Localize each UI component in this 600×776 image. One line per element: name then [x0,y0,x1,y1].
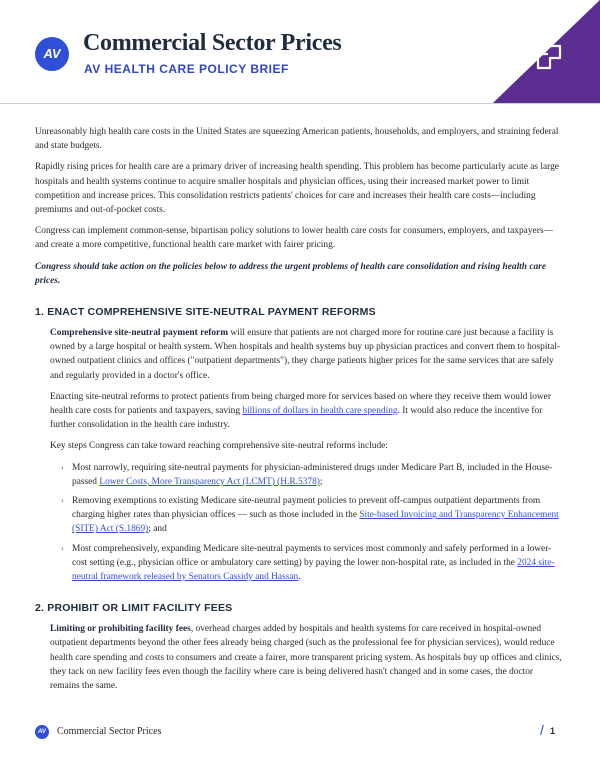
intro-paragraph-3: Congress can implement common-sense, bipartisan policy solutions to lower health care costs for consumers, employers, and taxpayers—and create a more competitive, functional health care market with fairer pricing. [35,226,553,251]
section-1-heading: 1. ENACT COMPREHENSIVE SITE-NEUTRAL PAYMENT REFORMS [35,306,376,319]
bullet-2-post: ; and [148,524,167,535]
footer-slash: / [540,722,544,738]
section-1-p2-pre: Enacting site-neutral reforms to protect patients from being charged more for services based on where they receive them would lower health care costs for patients and taxpayers, saving [50,391,551,417]
bullet-2-pre: Removing exemptions to existing Medicare site-neutral payment policies to prevent off-campus outpatient departments from charging higher rates than physician offices — such as those included in the [72,496,541,521]
site-act-link[interactable]: Site-based Invoicing and Transparency Enhancement (SITE) Act (S.1869) [72,510,559,535]
list-item [61,461,565,489]
chevron-right-icon: › [61,543,64,553]
section-1-paragraph-2 [35,390,565,433]
section-1-paragraph-1 [35,326,565,383]
page-number: 1 [550,726,556,736]
document-subtitle: AV HEALTH CARE POLICY BRIEF [84,62,289,76]
section-2-heading: 2. PROHIBIT OR LIMIT FACILITY FEES [35,602,233,615]
section-1-paragraph-3: Key steps Congress can take toward reaching comprehensive site-neutral reforms include: [50,441,388,452]
footer-av-logo: AV [35,725,49,739]
bullet-1-post: ; [319,476,323,487]
lcmt-act-link[interactable]: Lower Costs, More Transparency Act (LCMT) (H.R.5378) [99,476,320,487]
bullet-1-pre: Most narrowly, requiring site-neutral payments for physician-administered drugs under Medicare Part B, included in the House-passed [72,462,553,487]
list-item [61,494,565,537]
intro-paragraph-1: Unreasonably high health care costs in the United States are squeezing American patients, households, and employers, and straining federal and state budgets. [35,127,559,152]
section-2-bold-lead: Limiting or prohibiting facility fees [50,624,191,635]
billions-link[interactable]: billions of dollars in health care spending [242,406,398,417]
page-header [0,0,600,104]
section-2-paragraph-1 [35,622,565,693]
document-title: Commercial Sector Prices [83,30,342,56]
section-1-p1-text: will ensure that patients are not charged more for routine care just because a facility is owned by a large hospital or health system. When hospitals and health systems buy up physician practices and convert them to hospital-owned outpatient clinics and offices ("outpatient departments"), they charge patients higher prices for the same services that are safely and regularly provided in a doctor's office. [50,328,560,381]
section-1-p2-post: . It would also reduce the incentive for further consolidation in the health care industry. [50,406,543,431]
list-item [61,542,565,585]
av-logo: AV [35,37,69,71]
cassidy-hassan-framework-link[interactable]: 2024 site-neutral framework released by Senators Cassidy and Hassan [72,557,555,583]
chevron-right-icon: › [61,462,64,472]
bullet-3-pre: Most comprehensively, expanding Medicare site-neutral payments to services most commonly and safely performed in a lower-cost setting (e.g., physician office or ambulatory care setting) by paying the lower non-hospital rate, as included in the [72,543,552,568]
section-2-p1-text: , overhead charges added by hospitals and health systems for care received in hospital-owned outpatient departments beyond the other fees already being charged (such as the professional fee for physician services), would reduce health care spending and costs to consumers and create a fairer, more transparent pricing system. As hospitals buy up offices and clinics, they tack on new facility fees even though the facility where care is being delivered hasn't changed and in some cases, the doctor remains the same. [50,624,562,692]
site-neutral-steps-list [35,461,565,585]
chevron-right-icon: › [61,496,64,506]
purple-corner-graphic [450,0,600,103]
section-1-bold-lead: Comprehensive site-neutral payment reform [50,328,229,339]
document-body [35,125,565,700]
medical-cross-icon [526,34,562,70]
footer-title: Commercial Sector Prices [57,726,162,737]
bullet-3-post: . [298,572,301,583]
call-to-action: Congress should take action on the policies below to address the urgent problems of health care consolidation and rising health care prices. [35,261,546,286]
intro-paragraph-2: Rapidly rising prices for health care are a primary driver of increasing health spending. This problem has become particularly acute as large hospitals and health systems continue to acquire smaller hospitals and physician offices, using their increased market power to limit competition and increase prices. This consolidation restricts patients' choices for care and increases their health care costs—including premiums and out-of-pocket costs. [35,162,559,216]
